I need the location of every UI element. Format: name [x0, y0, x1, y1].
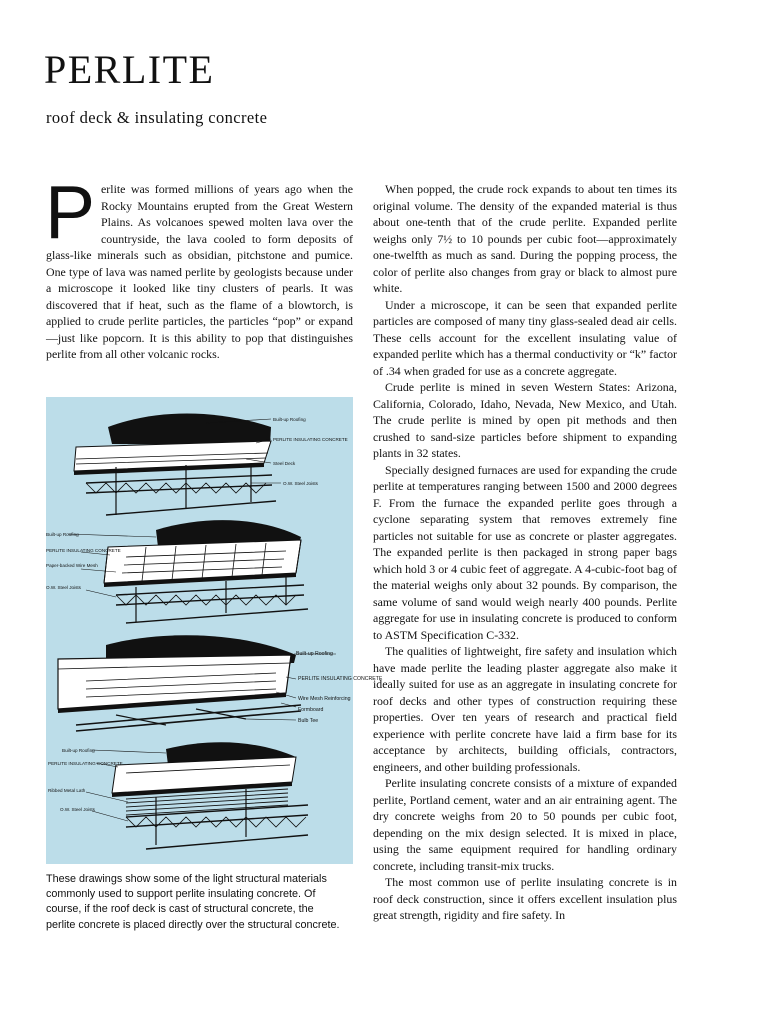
body-paragraph: Perlite insulating concrete consists of a mixture of expanded perlite, Portland cement, water and an air entraining agent. The dry concrete weighs from 20 to 50 pounds per cubic foot, depending on the mix design selected. It is mixed in place, using the same equipment required for handling ordinary concrete, including transit-mix trucks. [373, 776, 677, 873]
body-paragraph: Crude perlite is mined in seven Western States: Arizona, California, Colorado, Idaho, Nevada, New Mexico, and Utah. The crude perlite is mined by open pit methods and then crushed to sand-size particles before shipment to expanding plants in 32 states. [373, 380, 677, 460]
d3-label-bulb-tee: Bulb Tee [298, 718, 319, 724]
intro-text: erlite was formed millions of years ago when the Rocky Mountains erupted from the Great Western Plains. As volcanoes spewed molten lava over the countryside, the lava cooled to form deposits of glass-like minerals such as obsidian, pitchstone and pumice. One type of lava was named perlite by geologists because under a microscope it looked like tiny clusters of pearls. It was discovered that if heat, such as the flame of a blowtorch, is applied to crude perlite particles, the particles “pop” or expand—just like popcorn. It is this ability to pop that distinguishes perlite from all other volcanic rocks. [46, 182, 353, 361]
body-paragraph: Under a microscope, it can be seen that expanded perlite particles are composed of many tiny glass-sealed dead air cells. These cells account for the excellent insulating value of expanded perlite which has a thermal conductivity or “k” factor of .34 when graded for use as a concrete aggregate. [373, 297, 677, 378]
d4-label-joists: O.W. Steel Joists [60, 807, 95, 812]
body-paragraph: The most common use of perlite insulating concrete is in roof deck construction, since it offers excellent insulation plus great strength, rigidity and fire safety. In [373, 875, 677, 922]
diagram-steel-deck [74, 414, 348, 516]
d4-label-concrete: PERLITE INSULATING CONCRETE [48, 761, 123, 766]
d4-label-lath: Ribbed Metal Lath [48, 788, 86, 793]
d3-label-mesh: Wire Mesh Reinforcing [298, 696, 351, 702]
d4-label-roofing: Built-up Roofing [62, 748, 95, 753]
d2-label-roofing: Built-up Roofing [46, 532, 79, 537]
body-paragraph: Specially designed furnaces are used for expanding the crude perlite at temperatures ranging between 1500 and 2000 degrees F. From the furnace the expanded perlite goes through a cyclone separating system that removes extremely fine particles not suitable for use as concrete or plaster aggregates. The expanded perlite is then packaged in strong paper bags which hold 3 or 4 cubic feet of aggregate. A 4-cubic-foot bag of the material weighs only about 32 pounds. By comparison, the same volume of sand would weigh nearly 400 pounds. Perlite aggregate for use in insulating concrete is produced to conform to ASTM Specification C-332. [373, 462, 677, 642]
page-title: PERLITE [44, 47, 215, 92]
drop-cap: P [45, 170, 96, 254]
d2-label-mesh: Paper-backed Wire Mesh [46, 563, 98, 568]
d1-label-joists: O.W. Steel Joists [283, 481, 318, 486]
d1-label-concrete: PERLITE INSULATING CONCRETE [273, 437, 348, 442]
d3-label-concrete: PERLITE INSULATING CONCRETE [298, 676, 383, 682]
page-subtitle: roof deck & insulating concrete [46, 108, 268, 127]
diagram-metal-lath [48, 742, 308, 849]
construction-figure [46, 397, 383, 864]
body-paragraph: When popped, the crude rock expands to about ten times its original volume. The density of the expanded material is thus about one-tenth that of the crude perlite. Expanded perlite weighs only 7½ to 10 pounds per cubic foot—approximately one-twelfth as much as sand. During the popping process, the color of perlite also changes from gray or black to almost pure white. [373, 182, 677, 295]
d3-label-formboard: Formboard [298, 707, 324, 713]
d1-label-roofing: Built-up Roofing [273, 417, 306, 422]
d3-label-roofing: Built-up Roofing [296, 651, 333, 657]
figure-caption: These drawings show some of the light structural materials commonly used to support perlite insulating concrete. Of course, if the roof deck is cast of structural concrete, the perlite concrete is placed directly over the structural concrete. [46, 873, 340, 931]
d2-label-joists: O.W. Steel Joists [46, 585, 81, 590]
diagram-formboard [58, 635, 383, 731]
d2-label-concrete: PERLITE INSULATING CONCRETE [46, 548, 121, 553]
roof-deck-drawings [46, 397, 383, 864]
right-column [373, 181, 677, 924]
d1-label-steel-deck: Steel Deck [273, 461, 296, 466]
intro-paragraph [45, 170, 353, 363]
diagram-wire-mesh [46, 520, 308, 623]
left-column [45, 170, 353, 363]
body-paragraph: The qualities of lightweight, fire safety and insulation which have made perlite the leading plaster aggregate also make it ideally suited for use as an aggregate in insulating concrete for roof decks and other types of construction requiring these properties. Over ten years of research and practical field experience with perlite concrete have laid a firm base for its acceptance by architects, building officials, contractors, engineers, and other building professionals. [373, 644, 677, 774]
